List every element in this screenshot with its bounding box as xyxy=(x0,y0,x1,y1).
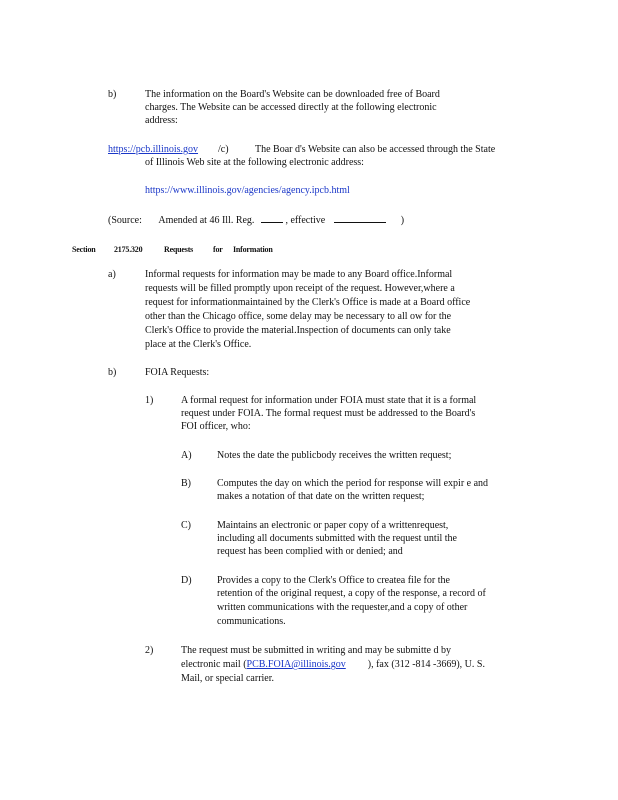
effective-date-blank xyxy=(334,212,386,223)
section-number: 2175.320 xyxy=(114,245,143,254)
paragraph-C-line-3: request has been complied with or denied; and xyxy=(217,546,403,557)
source-text: Amended at 46 Ill. Reg. xyxy=(158,215,255,226)
paragraph-C-line-2: including all documents submitted with the request until the xyxy=(217,533,457,544)
paragraph-a-line-1: Informal requests for information may be made to any Board office.Informal xyxy=(145,269,453,280)
paragraph-b-line-2: charges. The Website can be accessed directly at the following electronic xyxy=(145,102,437,113)
paragraph-D-line-3: written communications with the requester,and a copy of other xyxy=(217,602,468,613)
paragraph-a-line-4: other than the Chicago office, some delay may be necessary to all ow for the xyxy=(145,311,452,322)
paragraph-2-line-3: Mail, or special carrier. xyxy=(181,673,275,684)
state-agency-link[interactable]: https://www.illinois.gov/agencies/agency.ipcb.html xyxy=(145,185,350,196)
paragraph-a-line-6: place at the Clerk's Office. xyxy=(145,339,252,350)
paragraph-C-line-1: Maintains an electronic or paper copy of a writtenrequest, xyxy=(217,520,449,531)
foia-email-link[interactable]: PCB.FOIA@illinois.gov xyxy=(246,659,346,670)
foia-requests-heading: FOIA Requests: xyxy=(145,367,210,378)
source-close: ) xyxy=(400,215,405,226)
paragraph-B-line-2: makes a notation of that date on the written request; xyxy=(217,491,425,502)
paragraph-a-line-3: request for informationmaintained by the Clerk's Office is made at a Board office xyxy=(145,297,471,308)
paragraph-2-line-2-end: ), fax (312 -814 -3669), U. S. xyxy=(367,659,485,670)
paragraph-D-line-1: Provides a copy to the Clerk's Office to createa file for the xyxy=(217,575,450,586)
pcb-website-link[interactable]: https://pcb.illinois.gov xyxy=(108,144,199,155)
paragraph-D-line-2: retention of the original request, a copy of the response, a record of xyxy=(217,588,486,599)
paragraph-D-line-4: communications. xyxy=(217,616,286,627)
reg-page-blank xyxy=(261,212,283,223)
item-label-B: B) xyxy=(181,478,191,489)
section-title-word-3: Information xyxy=(233,245,273,254)
item-label-D: D) xyxy=(181,575,192,586)
paragraph-2-line-2-start: electronic mail ( xyxy=(181,659,247,670)
paragraph-b-line-3: address: xyxy=(145,115,178,126)
paragraph-2-line-2 xyxy=(181,658,485,672)
paragraph-c-line-1: The Boar d's Website can also be accessed through the State xyxy=(255,144,496,155)
item-label-c: /c) xyxy=(218,144,229,155)
item-label-A: A) xyxy=(181,450,192,461)
section-title-word-2: for xyxy=(213,245,223,254)
item-label-1: 1) xyxy=(145,395,154,406)
paragraph-a-line-2: requests will be filled promptly upon receipt of the request. However,where a xyxy=(145,283,455,294)
item-label-a: a) xyxy=(108,269,116,280)
source-effective: , effective xyxy=(285,215,326,226)
paragraph-a-line-5: Clerk's Office to provide the material.Inspection of documents can only take xyxy=(145,325,451,336)
paragraph-2-line-1: The request must be submitted in writing and may be submitte d by xyxy=(181,645,451,656)
item-label-b: b) xyxy=(108,89,117,100)
section-title-word-1: Requests xyxy=(164,245,194,254)
item-label-C: C) xyxy=(181,520,191,531)
paragraph-c-line-2: of Illinois Web site at the following electronic address: xyxy=(145,157,364,168)
section-label: Section xyxy=(72,245,96,254)
item-label-b-foia: b) xyxy=(108,367,117,378)
source-prefix: (Source: xyxy=(108,215,142,226)
paragraph-1-line-2: request under FOIA. The formal request must be addressed to the Board's xyxy=(181,408,476,419)
paragraph-b-line-1: The information on the Board's Website can be downloaded free of Board xyxy=(145,89,440,100)
item-label-2: 2) xyxy=(145,645,154,656)
paragraph-1-line-1: A formal request for information under FOIA must state that it is a formal xyxy=(181,395,477,406)
paragraph-B-line-1: Computes the day on which the period for response will expir e and xyxy=(217,478,489,489)
paragraph-1-line-3: FOI officer, who: xyxy=(181,421,251,432)
source-note xyxy=(108,212,404,228)
paragraph-A-line-1: Notes the date the publicbody receives the written request; xyxy=(217,450,452,461)
